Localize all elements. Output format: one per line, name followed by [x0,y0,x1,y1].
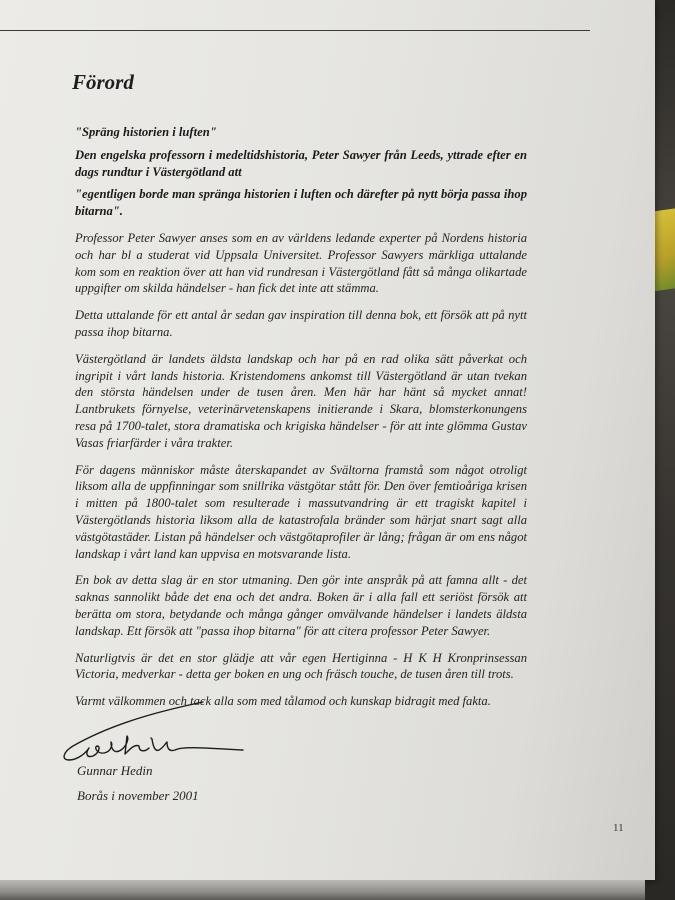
foreword-body [75,124,527,720]
place-date: Borås i november 2001 [77,788,199,803]
page-edge-shadow [0,880,645,900]
body-paragraph: Naturligtvis är det en stor glädje att vår egen Hertiginna - H K H Kronprinsessan Victoria, medverkar - detta ger boken en ung och fräsch touche, de tusen åren till trots. [75,650,527,682]
body-paragraph: En bok av detta slag är en stor utmaning. Den gör inte anspråk på att famna allt - det saknas sannolikt både det ena och det andra. Boken är i alla fall ett seriöst försök att berätta om stora, betydande och många gånger omvälvande händelser i landets äldsta landskap. Ett försök att "passa ihop bitarna" för att citera professor Peter Sawyer. [75,573,527,638]
signer-name: Gunnar Hedin [77,763,153,778]
body-paragraph: Detta uttalande för ett antal år sedan gav inspiration till denna bok, ett försök att på nytt passa ihop bitarna. [75,308,527,339]
closing-paragraph: Varmt välkommen och tack alla som med tålamod och kunskap bidragit med fakta. [75,694,491,709]
quote-heading: "Spräng historien i luften" [75,125,217,139]
handwritten-signature [55,698,255,770]
quote-paragraph: "egentligen borde man spränga historien i luften och därefter på nytt börja passa ihop bitarna". [75,187,527,219]
page-number: 11 [613,822,624,834]
body-paragraph: Västergötland är landets äldsta landskap och har på en rad olika sätt påverkat och ingripit i vårt lands historia. Kristendomens ankomst till Västergötland är utan tvekan den största händelsen under de tusen åren. Men här har hänt så mycket annat! Lantbrukets förnyelse, veterinärvetenskapens initierande i Skara, blomsterkonungens resa på 1700-talet, stora dramatiska och krigiska händelser - för att inte glömma Gustav Vasas friarfärder i våra trakter. [75,351,527,450]
header-rule [0,30,590,31]
body-paragraph: För dagens människor måste återskapandet av Svältorna framstå som något otroligt liksom alla de uppfinningar som snillrika västgötar stått för. Den över femtioåriga krisen i mitten på 1800-talet som resulterade i massutvandring är ett tragiskt kapitel i Västergötlands historia liksom alla de katastrofala bränder som härjat snart sagt alla västgötastäder. Listan på händelser och västgötaprofiler är lång; frågan är om ens något landskap i vårt land kan uppvisa en motsvarande lista. [75,462,527,561]
page-title: Förord [72,70,134,94]
body-paragraph: Professor Peter Sawyer anses som en av världens ledande experter på Nordens historia och har bl a studerat vid Uppsala Universitet. Professor Sawyers märkliga uttalande kom som en reaktion över att han vid rundresan i Västergötland fått så många olikartade uppgifter om skilda händelser - han fick det inte att stämma. [75,230,527,296]
intro-paragraph: Den engelska professorn i medeltidshistoria, Peter Sawyer från Leeds, yttrade efter en dags rundtur i Västergötland att [75,147,527,179]
background-object-edge [652,208,675,291]
